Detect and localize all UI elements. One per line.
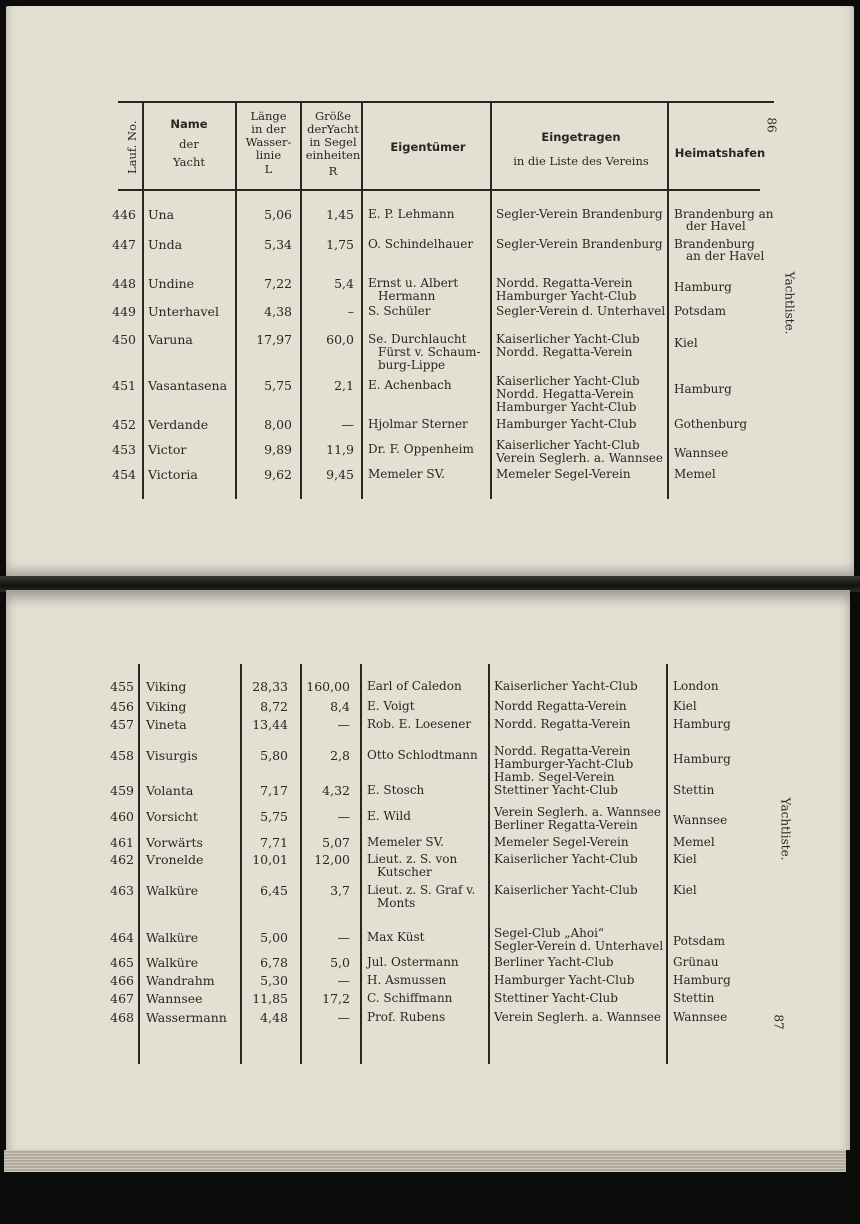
bracket-mark bbox=[488, 807, 492, 833]
port-line: der Havel bbox=[686, 219, 746, 233]
club-line: Hamburger Yacht-Club bbox=[494, 973, 635, 987]
row-number: 453 bbox=[112, 442, 136, 457]
sail-units-value: 1,45 bbox=[326, 207, 354, 222]
yacht-name: Vorwärts bbox=[146, 835, 203, 850]
length-value: 4,48 bbox=[260, 1010, 288, 1025]
page-number-bottom: 87 bbox=[771, 1014, 786, 1030]
length-value: 7,17 bbox=[260, 783, 288, 798]
row-number: 452 bbox=[112, 417, 136, 432]
club-line: Kaiserlicher Yacht-Club bbox=[496, 332, 640, 346]
port-line: Grünau bbox=[673, 955, 719, 969]
header-lauf-no: Lauf. No. bbox=[124, 120, 139, 174]
port-line: Memel bbox=[674, 467, 716, 481]
yacht-name: Varuna bbox=[148, 332, 193, 347]
length-value: 11,85 bbox=[252, 991, 288, 1006]
club-line: Segler-Verein Brandenburg bbox=[496, 237, 663, 251]
yacht-name: Walküre bbox=[146, 955, 199, 970]
bracket-mark bbox=[490, 274, 494, 300]
club-line: Verein Seglerh. a. Wannsee bbox=[494, 1010, 661, 1024]
header-groesse-4: einheiten bbox=[305, 148, 361, 162]
row-number: 466 bbox=[110, 973, 134, 988]
row-number: 461 bbox=[110, 835, 134, 850]
yacht-name: Volanta bbox=[146, 783, 194, 798]
bracket-mark bbox=[490, 440, 494, 466]
row-number: 455 bbox=[110, 679, 134, 694]
club-line: Segel-Club „Ahoi“ bbox=[494, 926, 605, 940]
length-value: 5,75 bbox=[260, 809, 288, 824]
yacht-name: Wandrahm bbox=[146, 973, 215, 988]
header-laenge-2: in der bbox=[251, 122, 286, 136]
port-line: Memel bbox=[673, 835, 715, 849]
col-rule bbox=[142, 103, 144, 499]
owner-line: E. Stosch bbox=[367, 783, 425, 797]
owner-line: H. Asmussen bbox=[367, 973, 447, 987]
owner-line: Rob. E. Loesener bbox=[367, 717, 472, 731]
page-edges bbox=[4, 1150, 846, 1172]
owner-line: E. Voigt bbox=[367, 699, 415, 713]
sail-units-value: 9,45 bbox=[326, 467, 354, 482]
owner-line: Se. Durchlaucht bbox=[368, 332, 467, 346]
owner-line: Dr. F. Oppenheim bbox=[368, 442, 474, 456]
bottom-page bbox=[6, 590, 850, 1150]
club-line: Berliner Regatta-Verein bbox=[494, 818, 638, 832]
header-laenge-4: linie bbox=[255, 148, 282, 162]
owner-line: S. Schüler bbox=[368, 304, 431, 318]
yacht-name: Unterhavel bbox=[148, 304, 219, 319]
yacht-name: Wassermann bbox=[146, 1010, 227, 1025]
length-value: 5,30 bbox=[260, 973, 288, 988]
owner-line: Hjolmar Sterner bbox=[368, 417, 468, 431]
owner-line: C. Schiffmann bbox=[367, 991, 453, 1005]
running-head-bottom: Yachtliste. bbox=[778, 797, 793, 861]
length-value: 13,44 bbox=[252, 717, 288, 732]
bracket-mark bbox=[490, 376, 494, 415]
col-rule bbox=[360, 664, 362, 1064]
length-value: 8,72 bbox=[260, 699, 288, 714]
yacht-name: Viking bbox=[146, 679, 187, 694]
header-laenge-5: L bbox=[264, 162, 273, 176]
length-value: 7,71 bbox=[260, 835, 288, 850]
row-number: 464 bbox=[110, 930, 134, 945]
port-line: London bbox=[673, 679, 719, 693]
sail-units-value: 5,4 bbox=[334, 276, 354, 291]
header-groesse-1: Größe bbox=[314, 109, 352, 123]
yacht-name: Viking bbox=[146, 699, 187, 714]
yacht-name: Verdande bbox=[148, 417, 209, 432]
port-line: Brandenburg an bbox=[674, 207, 774, 221]
row-number: 462 bbox=[110, 852, 134, 867]
port-line: Potsdam bbox=[674, 304, 727, 318]
sail-units-value: — bbox=[341, 417, 354, 432]
row-number: 454 bbox=[112, 467, 136, 482]
row-number: 451 bbox=[112, 378, 136, 393]
length-value: 5,80 bbox=[260, 748, 288, 763]
row-number: 468 bbox=[110, 1010, 134, 1025]
sail-units-value: — bbox=[337, 973, 350, 988]
club-line: Nordd. Regatta-Verein bbox=[496, 276, 633, 290]
row-number: 467 bbox=[110, 991, 134, 1006]
bracket-mark bbox=[488, 928, 492, 954]
port-line: an der Havel bbox=[686, 249, 765, 263]
header-eigentuemer: Eigentümer bbox=[390, 140, 466, 154]
owner-line: Memeler SV. bbox=[367, 835, 444, 849]
col-rule bbox=[666, 664, 668, 1064]
sail-units-value: 160,00 bbox=[306, 679, 350, 694]
col-rule bbox=[240, 664, 242, 1064]
club-line: Nordd. Hegatta-Verein bbox=[496, 387, 634, 401]
yacht-name: Vineta bbox=[146, 717, 187, 732]
row-number: 448 bbox=[112, 276, 136, 291]
header-name-3: Yacht bbox=[172, 155, 206, 169]
row-number: 465 bbox=[110, 955, 134, 970]
sail-units-value: 4,32 bbox=[322, 783, 350, 798]
club-line: Berliner Yacht-Club bbox=[494, 955, 614, 969]
yacht-name: Vasantasena bbox=[148, 378, 228, 393]
club-line: Nordd. Regatta-Verein bbox=[496, 345, 633, 359]
row-number: 460 bbox=[110, 809, 134, 824]
header-bottom-rule bbox=[118, 189, 760, 191]
bracket-mark bbox=[490, 330, 494, 356]
port-line: Hamburg bbox=[673, 973, 731, 987]
owner-line: E. P. Lehmann bbox=[368, 207, 455, 221]
owner-line: O. Schindelhauer bbox=[368, 237, 474, 251]
club-line: Stettiner Yacht-Club bbox=[494, 991, 618, 1005]
sail-units-value: — bbox=[337, 809, 350, 824]
row-number: 457 bbox=[110, 717, 134, 732]
yacht-name: Walküre bbox=[146, 883, 199, 898]
port-line: Hamburg bbox=[674, 280, 732, 294]
club-line: Kaiserlicher Yacht-Club bbox=[494, 679, 638, 693]
bracket-mark bbox=[488, 746, 492, 785]
port-line: Potsdam bbox=[673, 934, 726, 948]
owner-line: Hermann bbox=[378, 289, 436, 303]
yacht-name: Una bbox=[148, 207, 175, 222]
port-line: Stettin bbox=[673, 991, 715, 1005]
owner-line: burg-Lippe bbox=[378, 358, 446, 372]
club-line: Segler-Verein d. Unterhavel bbox=[494, 939, 664, 953]
sail-units-value: 2,1 bbox=[334, 378, 354, 393]
running-head-top: Yachtliste. bbox=[782, 271, 797, 335]
club-line: Verein Seglerh. a. Wannsee bbox=[496, 451, 663, 465]
header-name-2: der bbox=[179, 137, 199, 151]
port-line: Hamburg bbox=[673, 717, 731, 731]
header-top-rule bbox=[118, 101, 774, 103]
owner-line: Monts bbox=[377, 896, 416, 910]
header-laenge-3: Wasser- bbox=[245, 135, 292, 149]
length-value: 6,78 bbox=[260, 955, 288, 970]
sail-units-value: 8,4 bbox=[330, 699, 350, 714]
sail-units-value: 5,07 bbox=[322, 835, 350, 850]
club-line: Kaiserlicher Yacht-Club bbox=[496, 374, 640, 388]
length-value: 9,62 bbox=[264, 467, 292, 482]
port-line: Wannsee bbox=[673, 813, 728, 827]
yacht-name: Visurgis bbox=[146, 748, 198, 763]
yacht-name: Victor bbox=[148, 442, 187, 457]
owner-line: Lieut. z. S. von bbox=[367, 852, 458, 866]
port-line: Kiel bbox=[673, 699, 697, 713]
owner-line: Kutscher bbox=[377, 865, 432, 879]
length-value: 4,38 bbox=[264, 304, 292, 319]
port-line: Gothenburg bbox=[674, 417, 748, 431]
length-value: 5,34 bbox=[264, 237, 292, 252]
yacht-name: Vronelde bbox=[146, 852, 204, 867]
header-eingetragen-2: in die Liste des Vereins bbox=[513, 154, 649, 168]
owner-line: Earl of Caledon bbox=[367, 679, 462, 693]
length-value: 28,33 bbox=[252, 679, 288, 694]
header-groesse-2: derYacht bbox=[307, 122, 359, 136]
col-rule bbox=[300, 103, 302, 499]
yacht-name: Wannsee bbox=[146, 991, 203, 1006]
row-number: 456 bbox=[110, 699, 134, 714]
port-line: Wannsee bbox=[673, 1010, 728, 1024]
top-page bbox=[6, 6, 854, 576]
col-rule bbox=[361, 103, 363, 499]
owner-line: Max Küst bbox=[367, 930, 425, 944]
club-line: Nordd. Regatta-Verein bbox=[494, 744, 631, 758]
row-number: 463 bbox=[110, 883, 134, 898]
club-line: Kaiserlicher Yacht-Club bbox=[494, 883, 638, 897]
owner-line: Jul. Ostermann bbox=[367, 955, 459, 969]
col-rule bbox=[488, 664, 490, 1064]
col-rule bbox=[667, 103, 669, 499]
club-line: Verein Seglerh. a. Wannsee bbox=[494, 805, 661, 819]
length-value: 7,22 bbox=[264, 276, 292, 291]
port-line: Hamburg bbox=[674, 382, 732, 396]
row-number: 458 bbox=[110, 748, 134, 763]
owner-line: Otto Schlodtmann bbox=[367, 748, 478, 762]
col-rule bbox=[138, 664, 140, 1064]
header-laenge-1: Länge bbox=[250, 109, 287, 123]
yacht-name: Walküre bbox=[146, 930, 199, 945]
row-number: 459 bbox=[110, 783, 134, 798]
club-line: Hamb. Segel-Verein bbox=[494, 770, 615, 784]
sail-units-value: 1,75 bbox=[326, 237, 354, 252]
club-line: Hamburger Yacht-Club bbox=[496, 417, 637, 431]
sail-units-value: 60,0 bbox=[326, 332, 354, 347]
club-line: Kaiserlicher Yacht-Club bbox=[496, 438, 640, 452]
row-number: 449 bbox=[112, 304, 136, 319]
header-groesse-5: R bbox=[328, 164, 338, 178]
owner-line: Ernst u. Albert bbox=[368, 276, 459, 290]
yacht-name: Vorsicht bbox=[146, 809, 198, 824]
port-line: Kiel bbox=[673, 883, 697, 897]
club-line: Hamburger Yacht-Club bbox=[496, 289, 637, 303]
length-value: 5,75 bbox=[264, 378, 292, 393]
length-value: 10,01 bbox=[252, 852, 288, 867]
sail-units-value: 17,2 bbox=[322, 991, 350, 1006]
owner-line: Fürst v. Schaum- bbox=[378, 345, 481, 359]
row-number: 447 bbox=[112, 237, 136, 252]
owner-line: E. Achenbach bbox=[368, 378, 452, 392]
club-line: Hamburger-Yacht-Club bbox=[494, 757, 634, 771]
port-line: Kiel bbox=[673, 852, 697, 866]
header-heimatshafen: Heimatshafen bbox=[674, 146, 766, 160]
club-line: Segler-Verein Brandenburg bbox=[496, 207, 663, 221]
length-value: 5,06 bbox=[264, 207, 292, 222]
club-line: Nordd. Regatta-Verein bbox=[494, 717, 631, 731]
club-line: Stettiner Yacht-Club bbox=[494, 783, 618, 797]
port-line: Stettin bbox=[673, 783, 715, 797]
sail-units-value: 5,0 bbox=[330, 955, 350, 970]
header-groesse-3: in Segel bbox=[309, 135, 357, 149]
length-value: 9,89 bbox=[264, 442, 292, 457]
yacht-name: Victoria bbox=[148, 467, 198, 482]
port-line: Brandenburg bbox=[674, 237, 755, 251]
sail-units-value: 12,00 bbox=[314, 852, 350, 867]
length-value: 17,97 bbox=[256, 332, 292, 347]
owner-line: E. Wild bbox=[367, 809, 411, 823]
sail-units-value: — bbox=[337, 930, 350, 945]
length-value: 8,00 bbox=[264, 417, 292, 432]
sail-units-value: 3,7 bbox=[330, 883, 350, 898]
length-value: 6,45 bbox=[260, 883, 288, 898]
yacht-name: Undine bbox=[148, 276, 195, 291]
sail-units-value: – bbox=[347, 304, 354, 319]
header-name-1: Name bbox=[170, 117, 208, 131]
port-line: Kiel bbox=[674, 336, 698, 350]
row-number: 450 bbox=[112, 332, 136, 347]
row-number: 446 bbox=[112, 207, 136, 222]
sail-units-value: — bbox=[337, 717, 350, 732]
sail-units-value: 11,9 bbox=[326, 442, 354, 457]
yacht-name: Unda bbox=[148, 237, 183, 252]
owner-line: Prof. Rubens bbox=[367, 1010, 446, 1024]
club-line: Kaiserlicher Yacht-Club bbox=[494, 852, 638, 866]
page-number-top: 86 bbox=[764, 117, 779, 133]
owner-line: Lieut. z. S. Graf v. bbox=[367, 883, 476, 897]
owner-line: Memeler SV. bbox=[368, 467, 445, 481]
club-line: Segler-Verein d. Unterhavel bbox=[496, 304, 666, 318]
length-value: 5,00 bbox=[260, 930, 288, 945]
club-line: Memeler Segel-Verein bbox=[496, 467, 631, 481]
col-rule bbox=[235, 103, 237, 499]
header-eingetragen-1: Eingetragen bbox=[541, 130, 621, 144]
club-line: Memeler Segel-Verein bbox=[494, 835, 629, 849]
club-line: Hamburger Yacht-Club bbox=[496, 400, 637, 414]
club-line: Nordd Regatta-Verein bbox=[494, 699, 627, 713]
port-line: Wannsee bbox=[674, 446, 729, 460]
sail-units-value: 2,8 bbox=[330, 748, 350, 763]
sail-units-value: — bbox=[337, 1010, 350, 1025]
port-line: Hamburg bbox=[673, 752, 731, 766]
